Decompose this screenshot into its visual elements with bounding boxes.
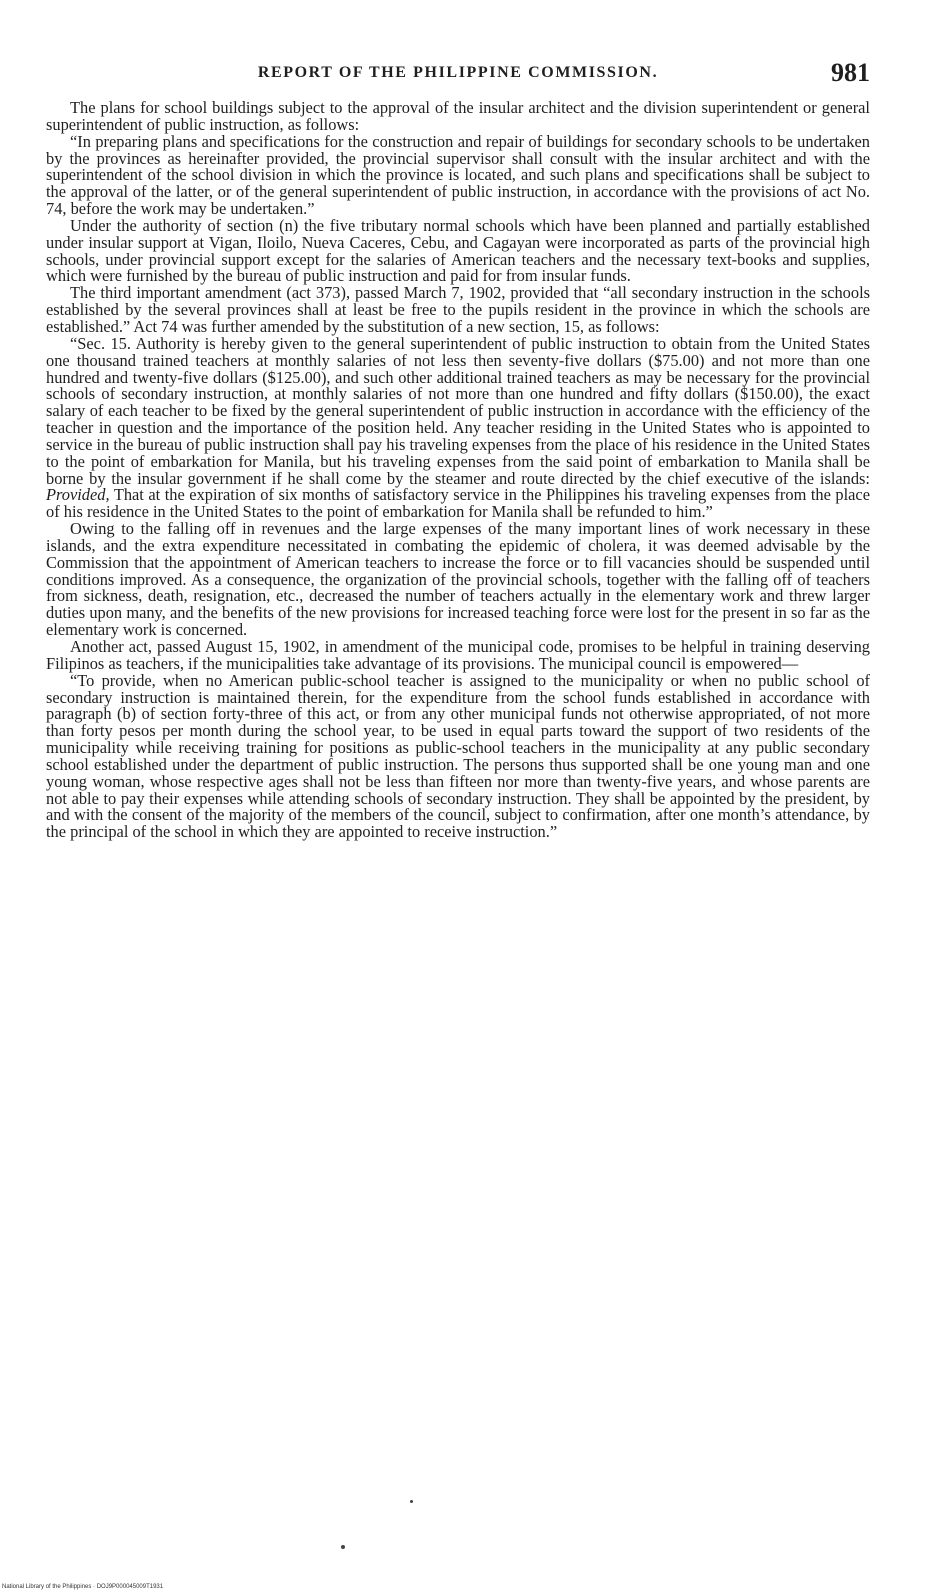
page-title: REPORT OF THE PHILIPPINE COMMISSION. xyxy=(257,64,659,81)
body-text xyxy=(46,100,870,841)
paragraph-quoted-plans-provision: “In preparing plans and specifications for the construction and repair of buildings for secondary schools to be undertaken by the provinces as hereinafter provided, the provincial supervisor shall consult with the insular architect and with the superintendent of the school division in which the province is located, and such plans and specifications shall be subject to the approval of the latter, or of the general superintendent of public instruction, in accordance with the provisions of act No. 74, before the work may be undertaken.” xyxy=(46,131,870,219)
paragraph-third-amendment: The third important amendment (act 373), passed March 7, 1902, provided that “all secondary instruction in the schools established by the several provinces shall at least be free to the pupils resident in the province in which the schools are established.” Act 74 was further amended by the substitution of a new section, 15, as follows: xyxy=(46,283,870,336)
paragraph-revenue-falloff: Owing to the falling off in revenues and the large expenses of the many important lines of work necessary in these islands, and the extra expenditure necessitated in combating the epidemic of cholera, it was deemed advisable by the Commission that the appointment of American teachers to increase the force or to fill vacancies should be suspended until conditions improved. As a consequence, the organization of the provincial schools, together with the falling off of teachers from sickness, death, resignation, etc., decreased the number of teachers actually in the elementary work and threw larger duties upon many, and the benefits of the new provisions for increased teaching force were lost for the present in so far as the elementary work is concerned. xyxy=(46,519,870,640)
paragraph-municipal-provision: “To provide, when no American public-school teacher is assigned to the municipality or when no public school of secondary instruction is maintained therein, for the expenditure from the school funds established in accordance with paragraph (b) of section forty-three of this act, or from any other municipal funds not otherwise appropriated, of not more than forty pesos per month during the school year, to be used in equal parts toward the support of two residents of the municipality while receiving training for positions as public-school teachers in the municipality at any public secondary school established under the department of public instruction. The persons thus supported shall be one young man and one young woman, whose respective ages shall not be less than fifteen nor more than twenty-five years, and whose parents are not able to pay their expenses while attending schools of secondary instruction. They shall be appointed by the president, by and with the consent of the majority of the members of the council, subject to confirmation, after one month’s attendance, by the principal of the school in which they are appointed to receive instruction.” xyxy=(46,670,870,842)
section-15-proviso-text: That at the expiration of six months of satisfactory service in the Philippines his traveling expenses from the place of his residence in the United States to the point of embarkation for Manila shall be refunded to him.” xyxy=(46,485,870,522)
document-page xyxy=(46,58,870,841)
paragraph-municipal-code-act: Another act, passed August 15, 1902, in amendment of the municipal code, promises to be helpful in training deserving Filipinos as teachers, if the municipalities take advantage of its provisions. The municipal council is empowered— xyxy=(46,637,870,673)
page-number: 981 xyxy=(831,58,870,87)
proviso-word: Provided, xyxy=(46,485,110,505)
running-head xyxy=(46,58,870,92)
section-15-text: “Sec. 15. Authority is hereby given to the general superintendent of public instruction to obtain from the United States one thousand trained teachers at monthly salaries of not less then seventy-five dollars ($75.00) and not more than one hundred and twenty-five dollars ($125.00), and such other additional trained teachers as may be necessary for the provincial schools of secondary instruction, at monthly salaries of not more than one hundred and fifty dollars ($150.00), the exact salary of each teacher to be fixed by the general superintendent of public instruction in accordance with the efficiency of the teacher in question and the importance of the position held. Any teacher residing in the United States who is appointed to service in the bureau of public instruction shall pay his traveling expenses from the place of his residence in the United States to the point of embarkation for Manila, but his traveling expenses from the said point of embarkation to Manila shall be borne by the insular government if he shall come by the steamer and route directed by the chief executive of the islands: xyxy=(46,333,870,488)
paragraph-normal-schools: Under the authority of section (n) the five tributary normal schools which have been planned and partially established under insular support at Vigan, Iloilo, Nueva Caceres, Cebu, and Cagayan were incorporated as parts of the provincial high schools, under provincial support except for the salaries of American teachers and the necessary text-books and supplies, which were furnished by the bureau of public instruction and paid for from insular funds. xyxy=(46,215,870,286)
scan-credit-line: National Library of the Philippines · DOJ9P000045009T1931 xyxy=(2,1584,164,1590)
scan-speck xyxy=(341,1545,345,1549)
paragraph-school-building-plans: The plans for school buildings subject to the approval of the insular architect and the division superintendent or general superintendent of public instruction, as follows: xyxy=(46,98,870,134)
scan-speck xyxy=(410,1500,413,1503)
paragraph-section-15 xyxy=(46,333,870,522)
